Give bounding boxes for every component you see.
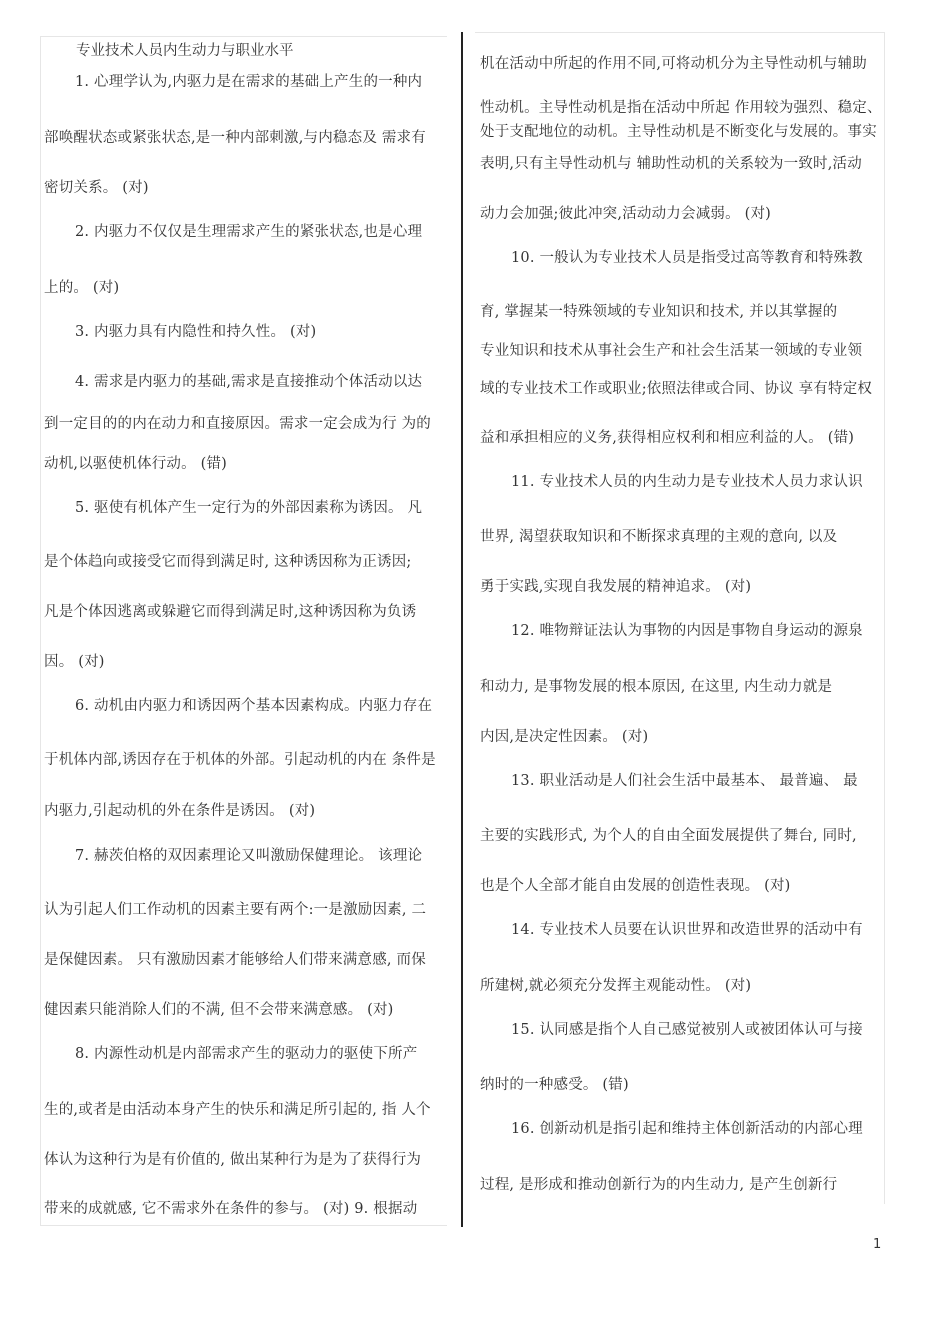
text-line: 动机,以驱使机体行动。 (错) [44, 456, 228, 472]
text-line: 8. 内源性动机是内部需求产生的驱动力的驱使下所产 [75, 1046, 418, 1062]
text-line: 勇于实践,实现自我发展的精神追求。 (对) [480, 579, 752, 595]
text-line: 世界, 渴望获取知识和不断探求真理的主观的意向, 以及 [480, 529, 838, 545]
text-line: 15. 认同感是指个人自己感觉被别人或被团体认可与接 [511, 1022, 863, 1038]
text-line: 6. 动机由内驱力和诱因两个基本因素构成。内驱力存在 [75, 698, 433, 714]
text-line: 内因,是决定性因素。 (对) [480, 729, 649, 745]
text-line: 主要的实践形式, 为个人的自由全面发展提供了舞台, 同时, [480, 828, 857, 844]
document-title: 专业技术人员内生动力与职业水平 [76, 43, 294, 59]
text-line: 表明,只有主导性动机与 辅助性动机的关系较为一致时,活动 [480, 156, 862, 172]
text-line: 也是个人全部才能自由发展的创造性表现。 (对) [480, 878, 791, 894]
text-line: 和动力, 是事物发展的根本原因, 在这里, 内生动力就是 [480, 679, 833, 695]
text-line: 13. 职业活动是人们社会生活中最基本、 最普遍、 最 [511, 773, 858, 789]
text-line: 14. 专业技术人员要在认识世界和改造世界的活动中有 [511, 922, 863, 938]
text-line: 生的,或者是由活动本身产生的快乐和满足所引起的, 指 人个 [44, 1102, 431, 1118]
text-line: 4. 需求是内驱力的基础,需求是直接推动个体活动以达 [75, 374, 423, 390]
text-line: 育, 掌握某一特殊领域的专业知识和技术, 并以其掌握的 [480, 304, 838, 320]
text-line: 认为引起人们工作动机的因素主要有两个:一是激励因素, 二 [44, 902, 427, 918]
text-line: 密切关系。 (对) [44, 180, 149, 196]
column-divider [461, 32, 463, 1227]
text-line: 3. 内驱力具有内隐性和持久性。 (对) [75, 324, 317, 340]
text-line: 5. 驱使有机体产生一定行为的外部因素称为诱因。 凡 [75, 500, 423, 516]
text-line: 带来的成就感, 它不需求外在条件的参与。 (对) 9. 根据动 [44, 1201, 418, 1217]
text-line: 凡是个体因逃离或躲避它而得到满足时,这种诱因称为负诱 [44, 604, 417, 620]
text-line: 因。 (对) [44, 654, 105, 670]
text-line: 内驱力,引起动机的外在条件是诱因。 (对) [44, 803, 316, 819]
text-line: 12. 唯物辩证法认为事物的内因是事物自身运动的源泉 [511, 623, 863, 639]
text-line: 健因素只能消除人们的不满, 但不会带来满意感。 (对) [44, 1002, 394, 1018]
text-line: 7. 赫茨伯格的双因素理论又叫激励保健理论。 该理论 [75, 848, 423, 864]
text-line: 2. 内驱力不仅仅是生理需求产生的紧张状态,也是心理 [75, 224, 423, 240]
text-line: 纳时的一种感受。 (错) [480, 1077, 629, 1093]
text-line: 11. 专业技术人员的内生动力是专业技术人员力求认识 [511, 474, 863, 490]
text-line: 16. 创新动机是指引起和维持主体创新活动的内部心理 [511, 1121, 863, 1137]
text-line: 处于支配地位的动机。主导性动机是不断变化与发展的。事实 [480, 124, 877, 140]
text-line: 10. 一般认为专业技术人员是指受过高等教育和特殊教 [511, 250, 863, 266]
text-line: 动力会加强;彼此冲突,活动动力会减弱。 (对) [480, 206, 772, 222]
text-line: 于机体内部,诱因存在于机体的外部。引起动机的内在 条件是 [44, 752, 436, 768]
text-line: 上的。 (对) [44, 280, 120, 296]
text-line: 益和承担相应的义务,获得相应权利和相应利益的人。 (错) [480, 430, 855, 446]
text-line: 体认为这种行为是有价值的, 做出某种行为是为了获得行为 [44, 1152, 422, 1168]
text-line: 机在活动中所起的作用不同,可将动机分为主导性动机与辅助 [480, 56, 868, 72]
text-line: 是个体趋向或接受它而得到满足时, 这种诱因称为正诱因; [44, 554, 412, 570]
text-line: 所建树,就必须充分发挥主观能动性。 (对) [480, 978, 752, 994]
text-line: 专业知识和技术从事社会生产和社会生活某一领域的专业领 [480, 343, 863, 359]
text-line: 部唤醒状态或紧张状态,是一种内部刺激,与内稳态及 需求有 [44, 130, 426, 146]
page-number: 1 [873, 1237, 882, 1252]
text-line: 是保健因素。 只有激励因素才能够给人们带来满意感, 而保 [44, 952, 426, 968]
text-line: 域的专业技术工作或职业;依照法律或合同、协议 享有特定权 [480, 381, 873, 397]
text-line: 到一定目的的内在动力和直接原因。需求一定会成为行 为的 [44, 416, 432, 432]
text-line: 过程, 是形成和推动创新行为的内生动力, 是产生创新行 [480, 1177, 838, 1193]
text-line: 1. 心理学认为,内驱力是在需求的基础上产生的一种内 [75, 74, 423, 90]
text-line: 性动机。主导性动机是指在活动中所起 作用较为强烈、稳定、 [480, 100, 882, 116]
